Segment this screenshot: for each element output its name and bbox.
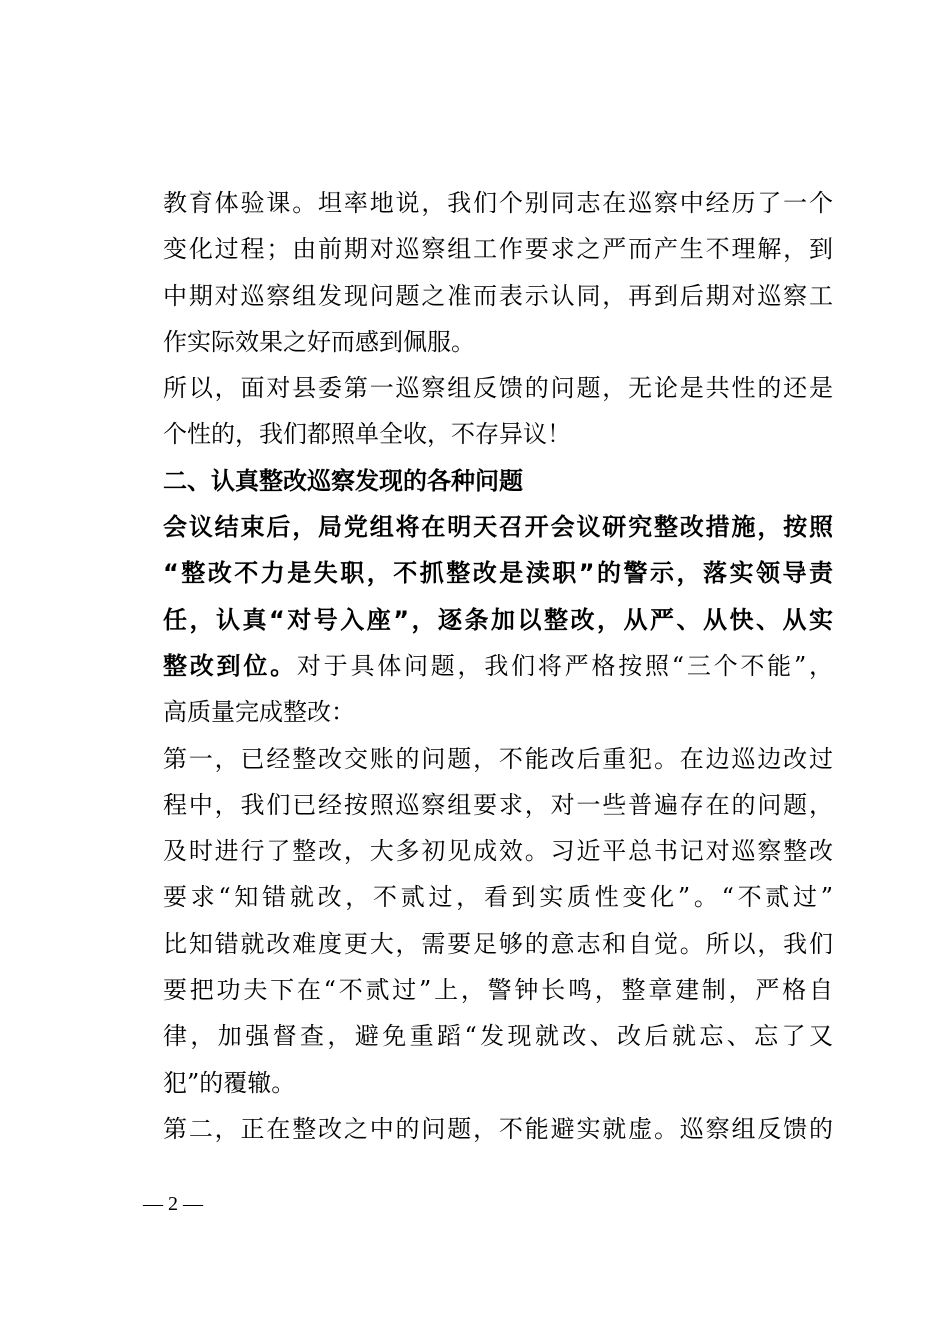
text-line: 任，认真“对号入座”，逐条加以整改，从严、从快、从实: [163, 605, 833, 634]
text-line: 教育体验课。坦率地说，我们个别同志在巡察中经历了一个: [163, 189, 833, 217]
text-line: 及时进行了整改，大多初见成效。习近平总书记对巡察整改: [163, 837, 833, 866]
text-line: 高质量完成整改：: [163, 698, 355, 727]
text-line: 个性的，我们都照单全收，不存异议！: [163, 420, 571, 449]
text-line: “整改不力是失职，不抓整改是渎职”的警示，落实领导责: [163, 559, 833, 588]
text-line: 第二，正在整改之中的问题，不能避实就虚。巡察组反馈的: [163, 1114, 833, 1143]
text-line: 程中，我们已经按照巡察组要求，对一些普遍存在的问题，: [163, 790, 833, 819]
text-line: 中期对巡察组发现问题之准而表示认同，再到后期对巡察工: [163, 281, 833, 310]
text-line: 第一，已经整改交账的问题，不能改后重犯。在边巡边改过: [163, 744, 833, 773]
text-line: 要求“知错就改，不贰过，看到实质性变化”。“不贰过”: [163, 883, 833, 912]
section-heading: 二、认真整改巡察发现的各种问题: [163, 466, 523, 495]
text-line: 作实际效果之好而感到佩服。: [163, 327, 475, 356]
text-line: 律，加强督查，避免重蹈“发现就改、改后就忘、忘了又: [163, 1022, 833, 1051]
text-line: 会议结束后，局党组将在明天召开会议研究整改措施，按照: [163, 513, 833, 542]
bold-segment: 整改到位。: [163, 651, 297, 680]
regular-segment: 对于具体问题，我们将严格按照“三个不能”，: [296, 651, 833, 680]
text-line: 犯”的覆辙。: [163, 1068, 296, 1097]
text-line: [163, 643, 833, 689]
body-text: [163, 180, 833, 1152]
text-line: 所以，面对县委第一巡察组反馈的问题，无论是共性的还是: [163, 374, 833, 403]
text-line: 比知错就改难度更大，需要足够的意志和自觉。所以，我们: [163, 929, 833, 958]
text-line: 要把功夫下在“不贰过”上，警钟长鸣，整章建制，严格自: [163, 976, 833, 1005]
page-number: — 2 —: [143, 1193, 203, 1215]
text-line: 变化过程；由前期对巡察组工作要求之严而产生不理解，到: [163, 235, 833, 264]
